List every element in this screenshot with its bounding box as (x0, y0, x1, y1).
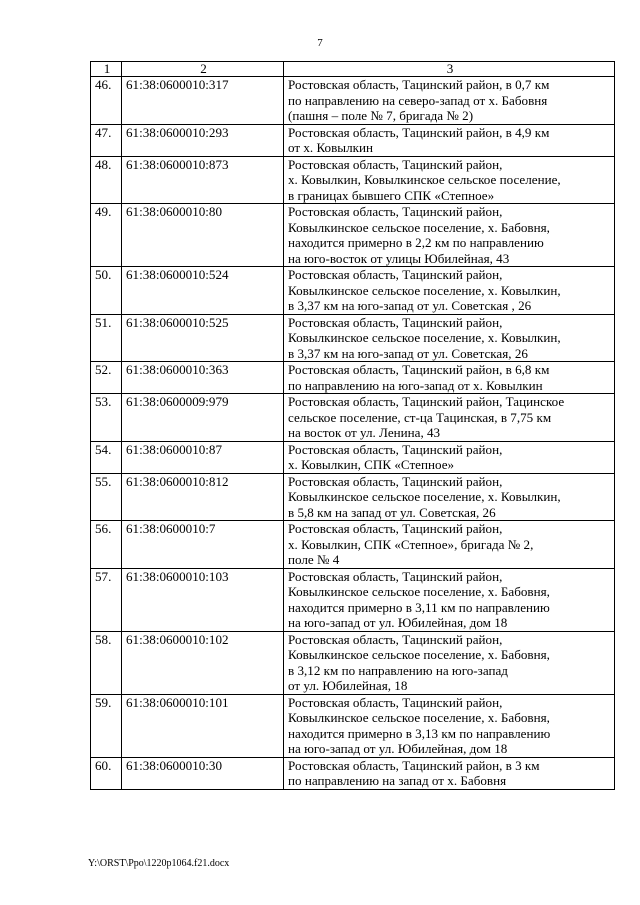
table-row (91, 757, 615, 789)
table-row (91, 362, 615, 394)
cadastral-number: 61:38:0600010:103 (122, 568, 284, 631)
table-row (91, 694, 615, 757)
row-number: 54. (91, 441, 122, 473)
cadastral-number: 61:38:0600010:317 (122, 77, 284, 125)
cadastral-number: 61:38:0600010:87 (122, 441, 284, 473)
cadastral-number: 61:38:0600010:7 (122, 521, 284, 569)
table-row (91, 473, 615, 521)
cadastral-number: 61:38:0600010:524 (122, 267, 284, 315)
cadastral-number: 61:38:0600010:101 (122, 694, 284, 757)
column-header-address: 3 (284, 62, 615, 77)
table-row (91, 267, 615, 315)
table-row (91, 156, 615, 204)
row-number: 51. (91, 314, 122, 362)
row-number: 55. (91, 473, 122, 521)
land-plots-table (90, 61, 615, 790)
table-row (91, 204, 615, 267)
table-body (91, 77, 615, 790)
row-number: 46. (91, 77, 122, 125)
plot-address: Ростовская область, Тацинский район, в 0,7 км по направлению на северо-запад от х. Бабовня (пашня – поле № 7, бригада № 2) (284, 77, 615, 125)
plot-address: Ростовская область, Тацинский район, х. Ковылкин, СПК «Степное» (284, 441, 615, 473)
cadastral-number: 61:38:0600010:102 (122, 631, 284, 694)
plot-address: Ростовская область, Тацинский район, Ковылкинское сельское поселение, х. Ковылкин, в 3,37 км на юго-запад от ул. Советская , 26 (284, 267, 615, 315)
table-row (91, 631, 615, 694)
table-row (91, 441, 615, 473)
table-row (91, 521, 615, 569)
row-number: 56. (91, 521, 122, 569)
plot-address: Ростовская область, Тацинский район, Тацинское сельское поселение, ст-ца Тацинская, в 7,75 км на восток от ул. Ленина, 43 (284, 394, 615, 442)
plot-address: Ростовская область, Тацинский район, Ковылкинское сельское поселение, х. Бабовня, находится примерно в 2,2 км по направлению на юго-восток от улицы Юбилейная, 43 (284, 204, 615, 267)
cadastral-number: 61:38:0600010:873 (122, 156, 284, 204)
row-number: 57. (91, 568, 122, 631)
row-number: 59. (91, 694, 122, 757)
table-row (91, 394, 615, 442)
row-number: 52. (91, 362, 122, 394)
row-number: 49. (91, 204, 122, 267)
plot-address: Ростовская область, Тацинский район, Ковылкинское сельское поселение, х. Бабовня, в 3,12 км по направлению на юго-запад от ул. Юбилейная, 18 (284, 631, 615, 694)
row-number: 60. (91, 757, 122, 789)
cadastral-number: 61:38:0600010:812 (122, 473, 284, 521)
column-header-cadastral: 2 (122, 62, 284, 77)
plot-address: Ростовская область, Тацинский район, Ковылкинское сельское поселение, х. Бабовня, находится примерно в 3,11 км по направлению на юго-запад от ул. Юбилейная, дом 18 (284, 568, 615, 631)
plot-address: Ростовская область, Тацинский район, Ковылкинское сельское поселение, х. Ковылкин, в 3,37 км на юго-запад от ул. Советская, 26 (284, 314, 615, 362)
plot-address: Ростовская область, Тацинский район, в 6,8 км по направлению на юго-запад от х. Ковылкин (284, 362, 615, 394)
plot-address: Ростовская область, Тацинский район, в 3 км по направлению на запад от х. Бабовня (284, 757, 615, 789)
plot-address: Ростовская область, Тацинский район, х. Ковылкин, Ковылкинское сельское поселение, в границах бывшего СПК «Степное» (284, 156, 615, 204)
cadastral-number: 61:38:0600010:30 (122, 757, 284, 789)
plot-address: Ростовская область, Тацинский район, Ковылкинское сельское поселение, х. Бабовня, находится примерно в 3,13 км по направлению на юго-запад от ул. Юбилейная, дом 18 (284, 694, 615, 757)
cadastral-number: 61:38:0600009:979 (122, 394, 284, 442)
plot-address: Ростовская область, Тацинский район, х. Ковылкин, СПК «Степное», бригада № 2, поле № 4 (284, 521, 615, 569)
page-number: 7 (317, 37, 323, 49)
row-number: 47. (91, 124, 122, 156)
footer-file-path: Y:\ORST\Ppo\1220p1064.f21.docx (88, 858, 230, 869)
cadastral-number: 61:38:0600010:363 (122, 362, 284, 394)
cadastral-number: 61:38:0600010:293 (122, 124, 284, 156)
row-number: 48. (91, 156, 122, 204)
table-row (91, 568, 615, 631)
table-row (91, 314, 615, 362)
plot-address: Ростовская область, Тацинский район, Ковылкинское сельское поселение, х. Ковылкин, в 5,8 км на запад от ул. Советская, 26 (284, 473, 615, 521)
plot-address: Ростовская область, Тацинский район, в 4,9 км от х. Ковылкин (284, 124, 615, 156)
cadastral-number: 61:38:0600010:80 (122, 204, 284, 267)
row-number: 58. (91, 631, 122, 694)
table-header-row (91, 62, 615, 77)
row-number: 53. (91, 394, 122, 442)
row-number: 50. (91, 267, 122, 315)
table-row (91, 124, 615, 156)
column-header-number: 1 (91, 62, 122, 77)
table-row (91, 77, 615, 125)
cadastral-number: 61:38:0600010:525 (122, 314, 284, 362)
